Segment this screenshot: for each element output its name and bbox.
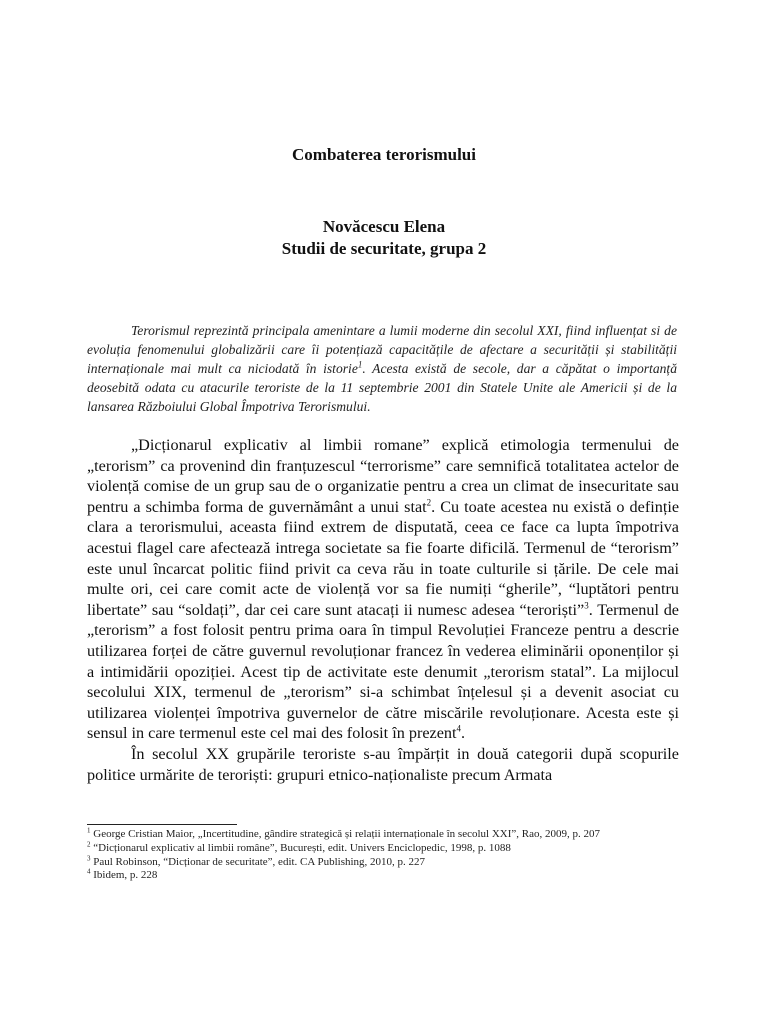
abstract-text-part2: . Acesta există de secole, dar a căpătat o importanță deosebită odata cu atacurile teroriste de la 11 septembrie 2001 din Statele Unite ale Americii și de la lansarea Războiului Global Împotriva Terorismului. bbox=[87, 361, 677, 414]
abstract-text-part1: Terorismul reprezintă principala amenintare a lumii moderne din secolul XXI, fiind influențat si de evoluția fenomenului globalizării care îi potențiază capacitățile de afectare a securității și stabilității internaționale mai mult ca niciodată în istorie bbox=[87, 323, 677, 376]
footnote-number: 2 bbox=[87, 840, 91, 849]
footnote-1 bbox=[87, 828, 687, 842]
footnotes bbox=[87, 828, 687, 883]
author-block bbox=[0, 216, 768, 260]
para1-text-2: . Cu toate acestea nu există o definție clara a terorismului, aceasta fiind extrem de disputată, ceea ce face ca lupta împotriva acestui flagel care afectează intrega societate sa fie foarte dificilă. Termenul de “terorism” este unul încarcat politic fiind privit ca ceva rău in toate culturile si țările. De cele mai multe ori, cei care comit acte de violență vor sa fie numiți “gherile”, “luptători pentru libertate” sau “soldați”, dar cei care sunt atacați ii numesc adesea “teroriști” bbox=[87, 497, 679, 619]
footnote-divider bbox=[87, 824, 237, 825]
abstract-paragraph bbox=[87, 321, 677, 416]
para1-text-3: . Termenul de „terorism” a fost folosit pentru prima oara în timpul Revoluției Franceze pentru a descrie utilizarea forței de către guvernul revoluționar francez în vederea eliminării oponenților și a intimidării opoziției. Acest tip de activitate este denumit „terorism statal”. La mijlocul secolului XIX, termenul de „terorism” si-a schimbat înțelesul și a devenit asociat cu utilizarea violenței împotriva guvernelor de către miscările revoluționare. Acesta este și sensul in care termenul este cel mai des folosit în prezent bbox=[87, 600, 679, 743]
footnote-number: 1 bbox=[87, 826, 91, 835]
footnote-4 bbox=[87, 869, 687, 883]
footnote-text: Paul Robinson, “Dicționar de securitate”, edit. CA Publishing, 2010, p. 227 bbox=[93, 855, 426, 868]
body-text bbox=[87, 435, 679, 785]
footnote-text: “Dicționarul explicativ al limbii române”, București, edit. Univers Enciclopedic, 1998, p. 1088 bbox=[93, 841, 511, 854]
author-affiliation: Studii de securitate, grupa 2 bbox=[281, 239, 487, 258]
body-paragraph-2: În secolul XX grupările teroriste s-au împărțit in două categorii după scopurile politice urmărite de teroriști: grupuri etnico-naționaliste precum Armata bbox=[87, 744, 679, 784]
para1-text-4: . bbox=[460, 724, 466, 743]
footnote-2 bbox=[87, 842, 687, 856]
footnote-text: Ibidem, p. 228 bbox=[93, 869, 158, 882]
footnote-number: 4 bbox=[87, 867, 91, 876]
footnote-number: 3 bbox=[87, 853, 91, 862]
abstract bbox=[87, 321, 677, 416]
footnote-ref-3: 3 bbox=[584, 600, 589, 611]
footnote-ref-2: 2 bbox=[426, 497, 432, 508]
footnote-text: George Cristian Maior, „Incertitudine, gândire strategică și relații internaționale în secolul XXI”, Rao, 2009, p. 207 bbox=[93, 828, 600, 840]
para1-text-1: „Dicționarul explicativ al limbii romane” explică etimologia termenului de „terorism” ca provenind din franțuzescul “terrorisme” care semnifică totalitatea actelor de violență comise de un grup sau de o organizatie pentru a crea un climat de insecuritate sau pentru a schimba forma de guvernământ a unui stat bbox=[87, 436, 679, 516]
footnote-3 bbox=[87, 853, 687, 870]
document-title: Combaterea terorismului bbox=[292, 145, 476, 164]
body-paragraph-1 bbox=[87, 435, 679, 744]
footnote-ref-4: 4 bbox=[456, 723, 461, 734]
footnote-ref-1: 1 bbox=[357, 359, 363, 370]
author-name: Novăcescu Elena bbox=[322, 217, 446, 236]
